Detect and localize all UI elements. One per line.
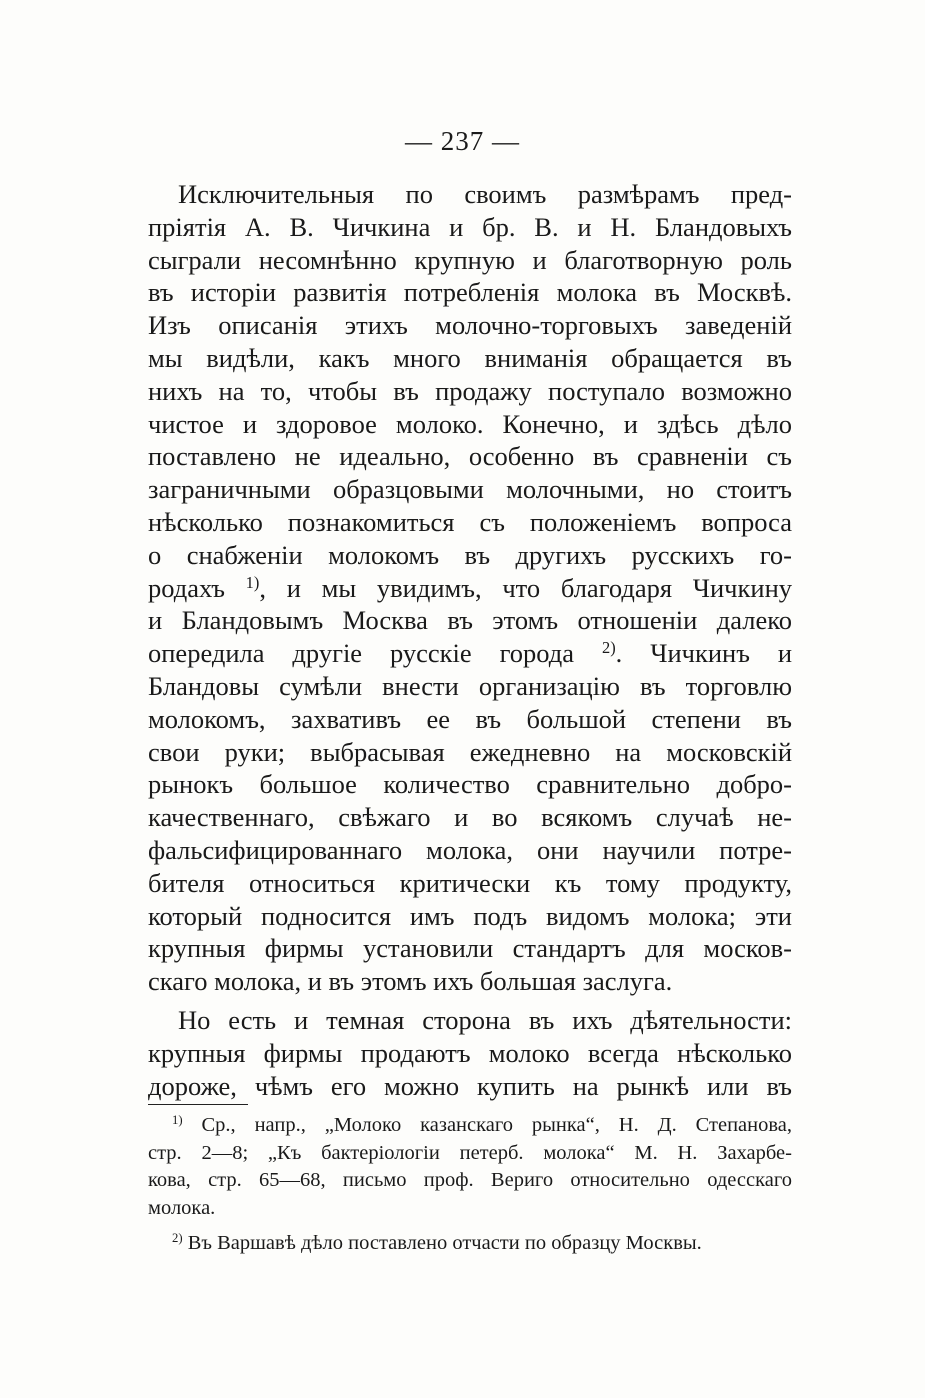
page-number: — 237 —	[405, 126, 520, 156]
text-line: фальсифицированнаго молока, они научили потре-	[148, 834, 792, 865]
footnote-2-line	[148, 1230, 792, 1258]
text-line: въ исторіи развитія потребленія молока въ Москвѣ.	[148, 277, 792, 308]
footnote-text: Ср., напр., „Молоко казанскаго рынка“, Н. Д. Степанова,	[201, 1114, 793, 1136]
footnotes	[148, 1112, 792, 1258]
text-line: Но есть и темная сторона въ ихъ дѣятельности:	[178, 1004, 792, 1035]
text-line: крупныя фирмы установили стандартъ для москов-	[148, 933, 792, 964]
text-line	[148, 572, 792, 605]
text-fragment: родахъ	[148, 572, 225, 603]
text-line: молокомъ, захвативъ ее въ большой степени въ	[148, 703, 792, 734]
text-line	[148, 637, 792, 670]
text-line: о снабженіи молокомъ въ другихъ русскихъ го-	[148, 539, 792, 570]
text-line: Исключительныя по своимъ размѣрамъ пред-	[178, 179, 792, 209]
text-line: дороже, чѣмъ его можно купить на рынкѣ или въ	[148, 1070, 792, 1101]
text-line: который подносится имъ подъ видомъ молока; эти	[148, 900, 792, 931]
text-line: рынокъ большое количество сравнительно добро-	[148, 769, 792, 800]
text-line: нихъ на то, чтобы въ продажу поступало возможно	[148, 375, 792, 406]
footnote-marker-1[interactable]: 1)	[245, 572, 260, 592]
text-line: мы видѣли, какъ много вниманія обращается въ	[148, 342, 792, 373]
text-line: бителя относиться критически къ тому продукту,	[148, 867, 792, 898]
text-line: качественнаго, свѣжаго и во всякомъ случаѣ не-	[148, 802, 792, 833]
footnote-text: Въ Варшавѣ дѣло поставлено отчасти по образцу Москвы.	[187, 1232, 702, 1254]
footnote-1-line: стр. 2—8; „Къ бактеріологіи петерб. молока“ М. Н. Захарбе-	[148, 1141, 792, 1164]
text-line: Бландовы сумѣли внести организацію въ торговлю	[148, 670, 792, 701]
text-line: заграничными образцовыми молочными, но стоитъ	[148, 474, 792, 505]
main-text	[148, 178, 792, 1102]
text-fragment: . Чичкинъ и	[615, 638, 793, 669]
text-line: сыграли несомнѣнно крупную и благотворную роль	[148, 244, 792, 275]
footnote-2-marker: 2)	[172, 1231, 183, 1246]
footnote-1-line	[148, 1112, 792, 1140]
text-line: крупныя фирмы продаютъ молоко всегда нѣсколько	[148, 1037, 792, 1068]
text-line: свои руки; выбрасывая ежедневно на московскій	[148, 736, 792, 767]
text-line: поставлено не идеально, особенно въ сравненіи съ	[148, 441, 792, 472]
text-line: Изъ описанія этихъ молочно-торговыхъ заведеній	[148, 310, 792, 341]
footnote-marker-2[interactable]: 2)	[601, 638, 616, 658]
text-line: чистое и здоровое молоко. Конечно, и здѣсь дѣло	[148, 408, 792, 439]
text-fragment: опередила другіе русскіе города	[148, 638, 575, 669]
footnote-1-line: кова, стр. 65—68, письмо проф. Вериго относительно одесскаго	[148, 1169, 792, 1191]
text-fragment: , и мы увидимъ, что благодаря Чичкину	[259, 572, 793, 603]
footnote-1-line: молока.	[148, 1196, 216, 1219]
text-line: нѣсколько познакомиться съ положеніемъ вопроса	[148, 506, 792, 537]
text-line: скаго молока, и въ этомъ ихъ большая заслуга.	[148, 966, 673, 997]
footnote-1-marker: 1)	[172, 1113, 183, 1128]
text-line: пріятія А. В. Чичкина и бр. В. и Н. Бландовыхъ	[148, 211, 792, 242]
footnote-divider	[148, 1104, 248, 1105]
footnote-gap	[148, 1222, 792, 1230]
text-line: и Бландовымъ Москва въ этомъ отношеніи далеко	[148, 605, 792, 636]
